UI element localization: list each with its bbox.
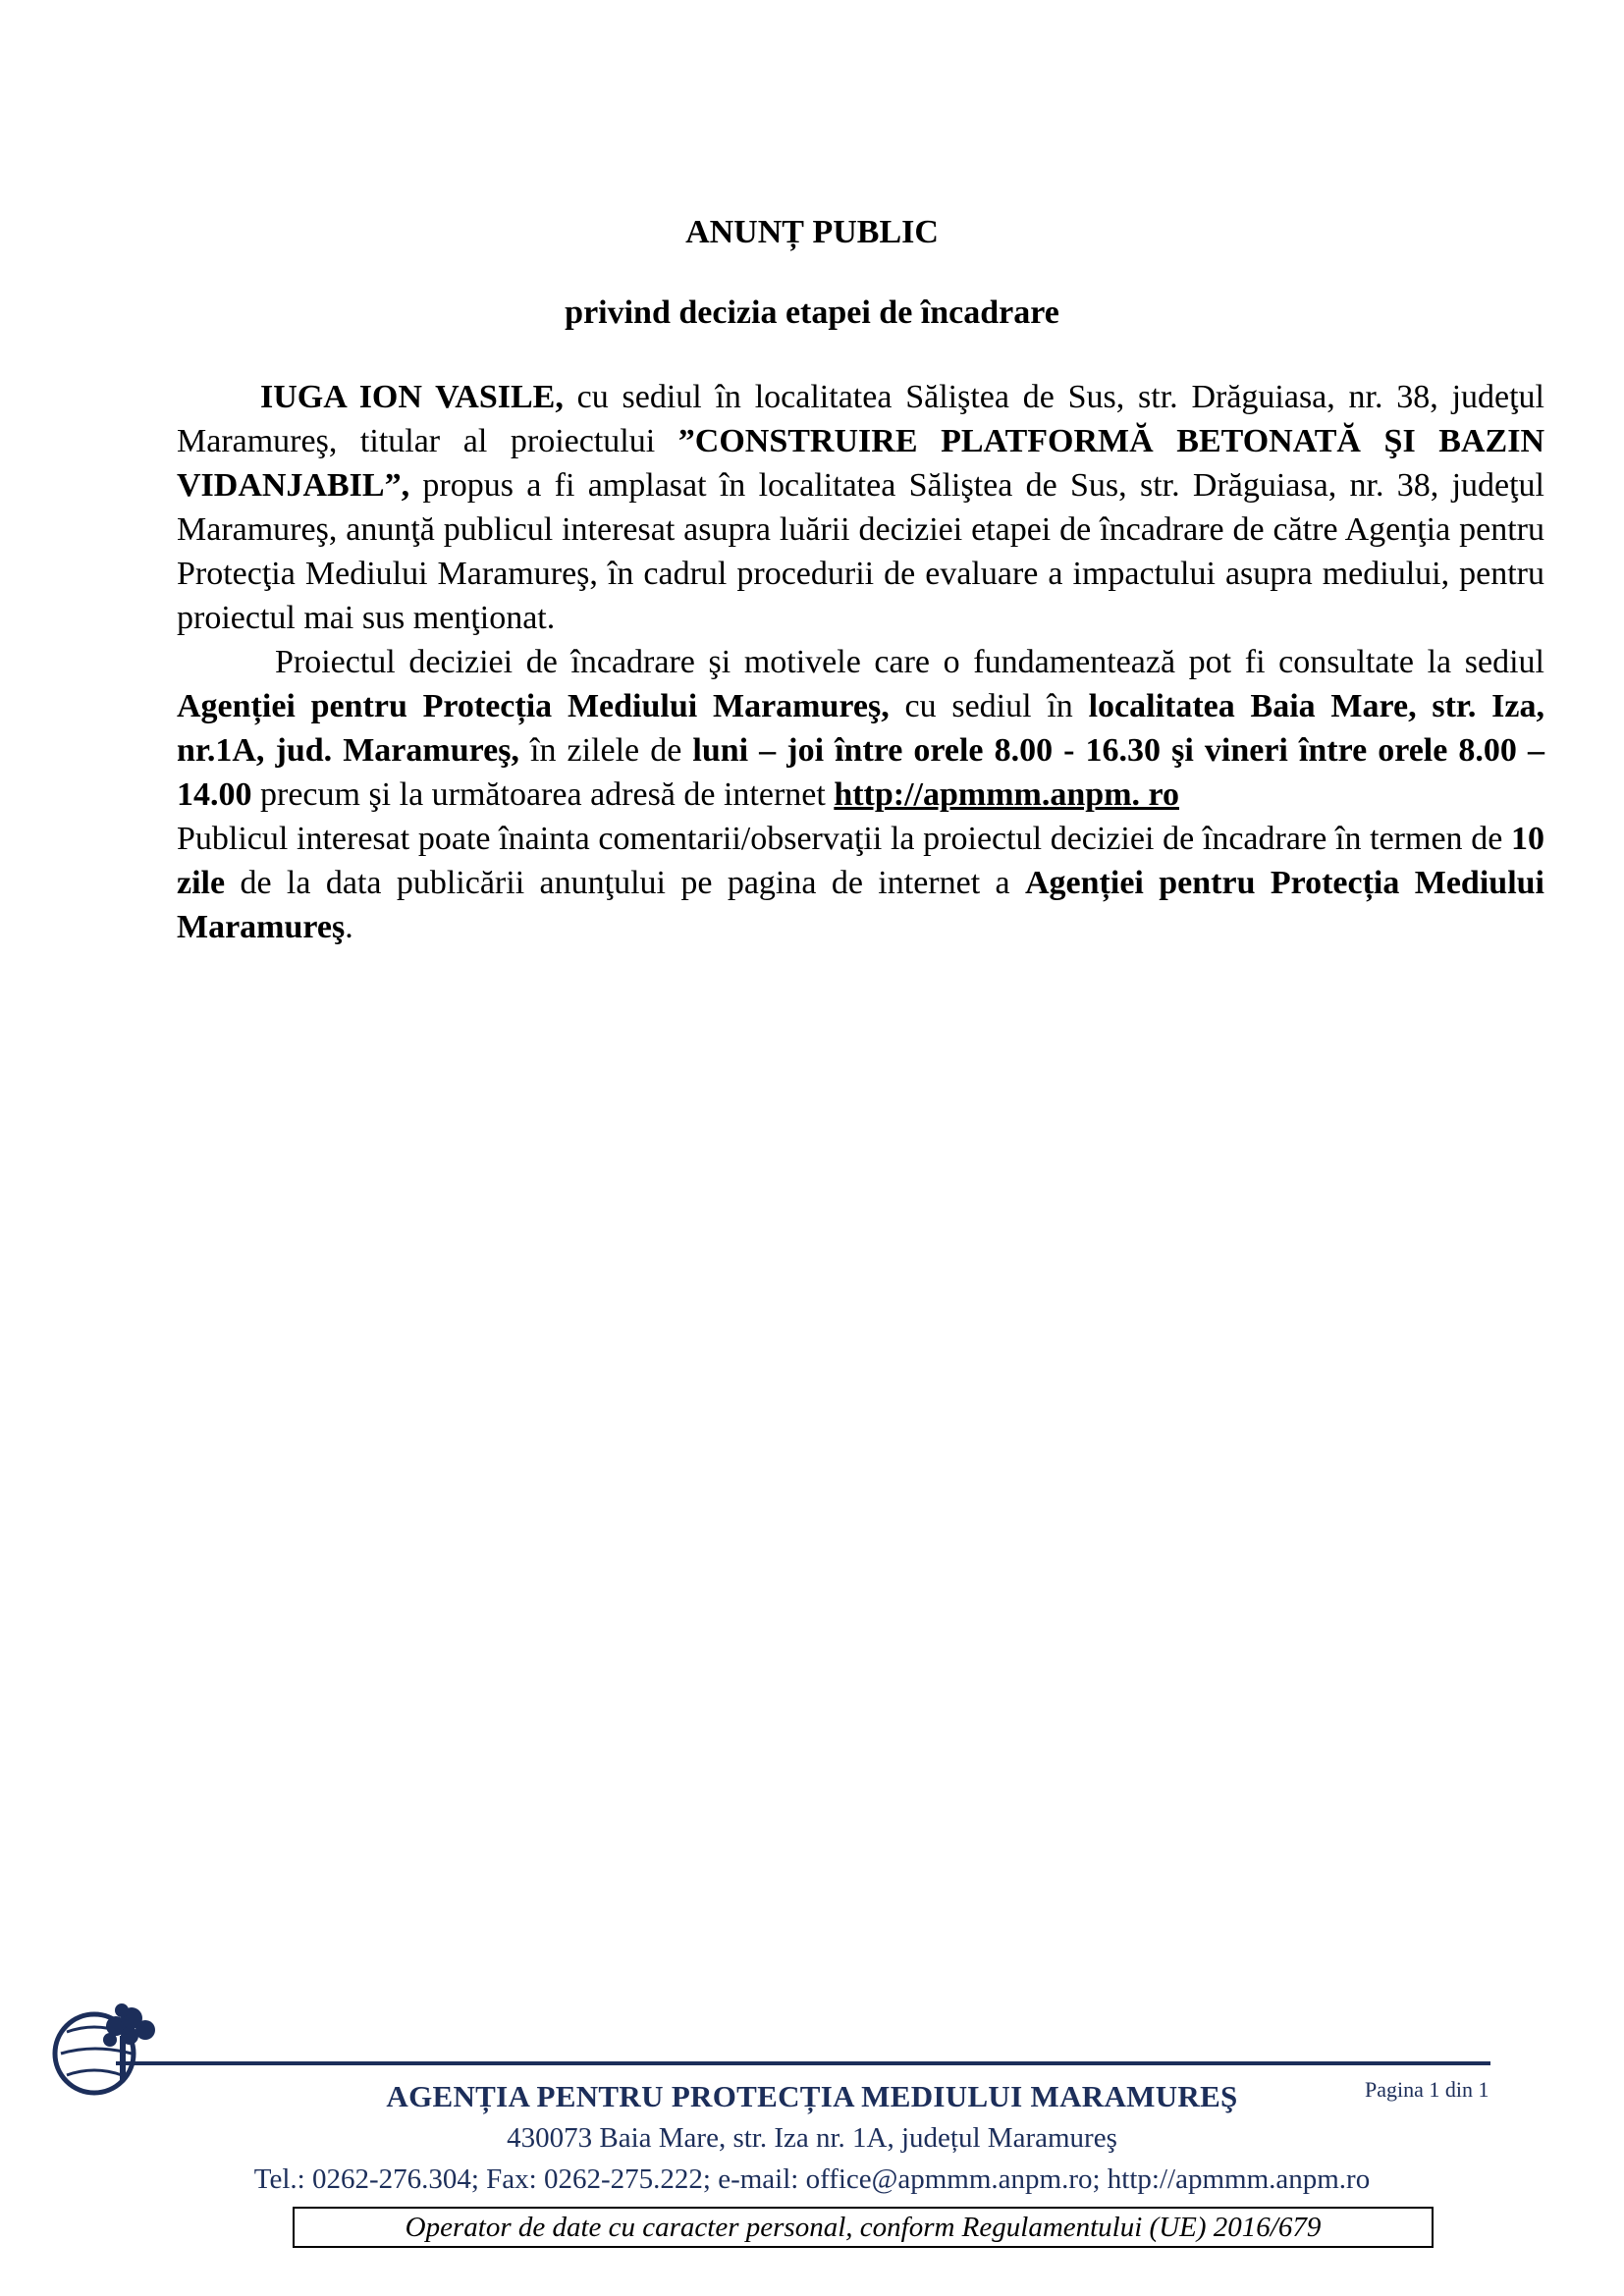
paragraph-2-text-b: cu sediul în xyxy=(889,688,1089,724)
page-title: ANUNȚ PUBLIC xyxy=(685,214,939,250)
footer-contact: Tel.: 0262-276.304; Fax: 0262-275.222; e-mail: office@apmmm.anpm.ro; http://apmmm.anpm.ro xyxy=(253,2163,1371,2195)
paragraph-1-text-b: propus a fi amplasat în localitatea Săliştea de Sus, str. Drăguiasa, nr. 38, judeţul Maramureş, anunţă publicul interesat asupra luării deciziei etapei de încadrare de către Agenţia pentru Protecţia Mediului Maramureş, în cadrul procedurii de evaluare a impactului asupra mediului, pentru proiectul mai sus menţionat. xyxy=(177,467,1544,636)
paragraph-2-text-a: Proiectul deciziei de încadrare şi motivele care o fundamentează pot fi consultate la sediul xyxy=(275,644,1544,680)
paragraph-1-text-a: cu sediul în localitatea Săliştea de Sus, str. Drăguiasa, nr. 38, judeţul Maramureş, titular al proiectului xyxy=(177,379,1545,459)
applicant-name: IUGA ION VASILE, xyxy=(260,379,564,415)
document-body xyxy=(177,375,1544,949)
agency-location: localitatea Baia Mare, str. Iza, nr.1A, jud. Maramureş, xyxy=(177,688,1544,769)
comment-period: 10 zile xyxy=(177,821,1544,901)
page-number: Pagina 1 din 1 xyxy=(1365,2077,1489,2102)
paragraph-3-text-a: Publicul interesat poate înainta comentarii/observaţii la proiectul deciziei de încadrare în termen de xyxy=(177,821,1511,857)
paragraph-3 xyxy=(177,817,1544,949)
paragraph-2-text-d: precum şi la următoarea adresă de internet xyxy=(251,776,835,813)
paragraph-2 xyxy=(177,640,1544,817)
office-hours: luni – joi între orele 8.00 - 16.30 şi vineri între orele 8.00 – 14.00 xyxy=(177,732,1544,813)
paragraph-1 xyxy=(177,375,1544,640)
project-name: ”CONSTRUIRE PLATFORMĂ BETONATĂ ŞI BAZIN VIDANJABIL”, xyxy=(177,423,1544,504)
data-operator-notice: Operator de date cu caracter personal, conform Regulamentului (UE) 2016/679 xyxy=(293,2207,1434,2248)
agency-name-2: Agenției pentru Protecția Mediului Maramureş xyxy=(177,865,1545,945)
paragraph-3-text-b: de la data publicării anunţului pe pagina de internet a xyxy=(225,865,1025,901)
page-subtitle: privind decizia etapei de încadrare xyxy=(565,294,1059,331)
website-link[interactable]: http://apmmm.anpm. ro xyxy=(834,776,1179,813)
footer-address: 430073 Baia Mare, str. Iza nr. 1A, județul Maramureş xyxy=(507,2122,1117,2154)
paragraph-2-text-c: în zilele de xyxy=(518,732,693,769)
footer-agency-name: AGENȚIA PENTRU PROTECȚIA MEDIULUI MARAMUREŞ xyxy=(386,2079,1238,2113)
agency-name: Agenției pentru Protecția Mediului Maramureş, xyxy=(177,688,890,724)
paragraph-3-end: . xyxy=(345,909,353,945)
footer-divider xyxy=(116,2061,1490,2065)
